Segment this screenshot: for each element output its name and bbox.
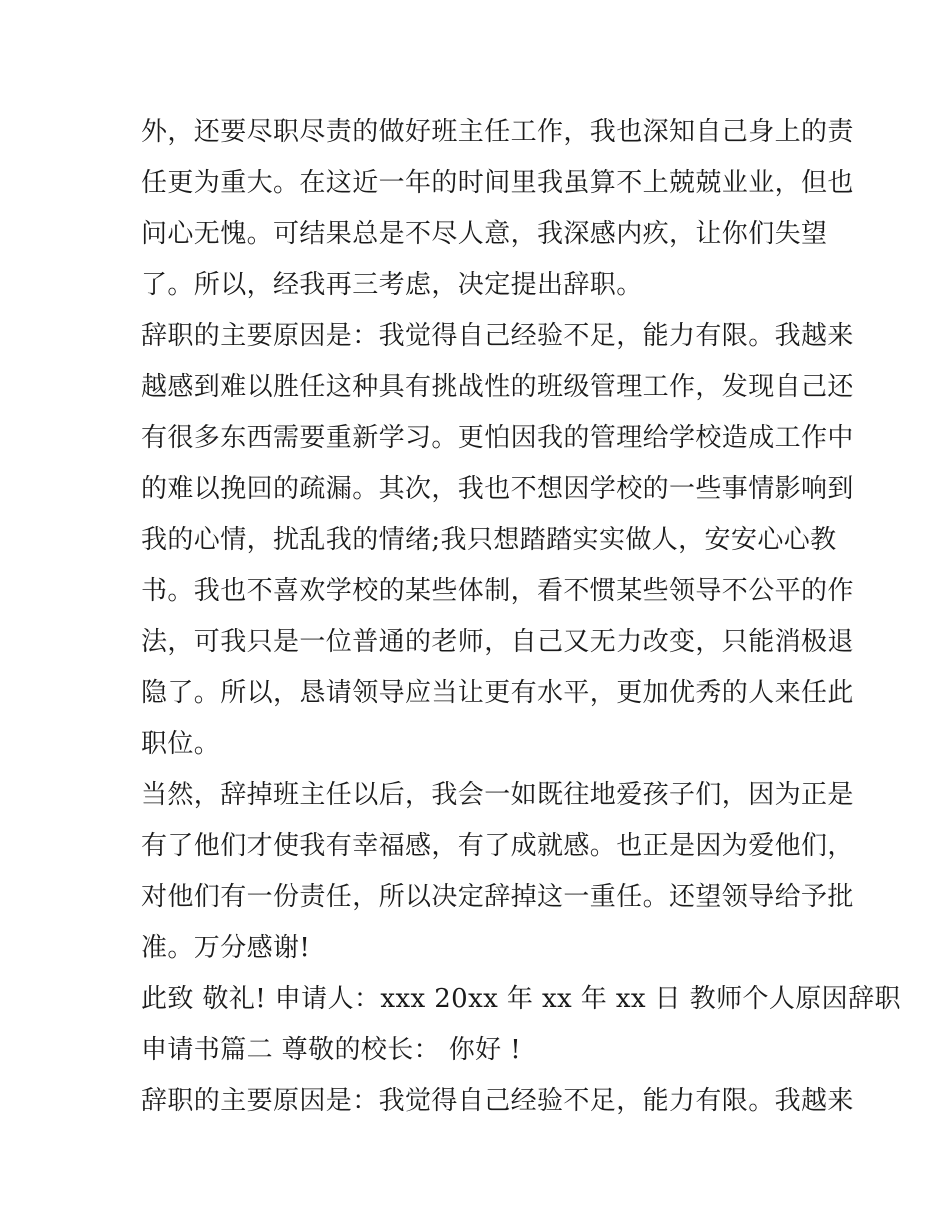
letter-body bbox=[141, 107, 901, 1127]
text-line: 准。万分感谢! bbox=[141, 933, 311, 963]
text-line: 的难以挽回的疏漏。其次，我也不想因学校的一些事情影响到 bbox=[141, 474, 854, 504]
text-line: 申请书篇二 尊敬的校长： 你好 ! bbox=[141, 1035, 522, 1065]
text-line: 书。我也不喜欢学校的某些体制，看不惯某些领导不公平的作 bbox=[141, 576, 854, 606]
text-line: 此致 敬礼! 申请人：xxx 20xx 年 xx 年 xx 日 教师个人原因辞职 bbox=[141, 984, 901, 1014]
text-line: 职位。 bbox=[141, 729, 221, 759]
text-line: 隐了。所以，恳请领导应当让更有水平，更加优秀的人来任此 bbox=[141, 678, 854, 708]
text-line: 有了他们才使我有幸福感，有了成就感。也正是因为爱他们， bbox=[141, 831, 854, 861]
text-line: 越感到难以胜任这种具有挑战性的班级管理工作，发现自己还 bbox=[141, 372, 854, 402]
text-line: 了。所以，经我再三考虑，决定提出辞职。 bbox=[141, 270, 643, 300]
text-line: 有很多东西需要重新学习。更怕因我的管理给学校造成工作中 bbox=[141, 423, 854, 453]
text-line: 任更为重大。在这近一年的时间里我虽算不上兢兢业业，但也 bbox=[141, 168, 854, 198]
text-line: 法，可我只是一位普通的老师，自己又无力改变，只能消极退 bbox=[141, 627, 854, 657]
text-line: 问心无愧。可结果总是不尽人意，我深感内疚，让你们失望 bbox=[141, 219, 828, 249]
text-line: 我的心情，扰乱我的情绪;我只想踏踏实实做人，安安心心教 bbox=[141, 525, 837, 555]
text-line: 对他们有一份责任，所以决定辞掉这一重任。还望领导给予批 bbox=[141, 882, 854, 912]
text-line: 辞职的主要原因是：我觉得自己经验不足，能力有限。我越来 bbox=[141, 1086, 854, 1116]
text-line: 外，还要尽职尽责的做好班主任工作，我也深知自己身上的责 bbox=[141, 117, 854, 147]
text-line: 当然，辞掉班主任以后，我会一如既往地爱孩子们，因为正是 bbox=[141, 780, 854, 810]
text-line: 辞职的主要原因是：我觉得自己经验不足，能力有限。我越来 bbox=[141, 321, 854, 351]
